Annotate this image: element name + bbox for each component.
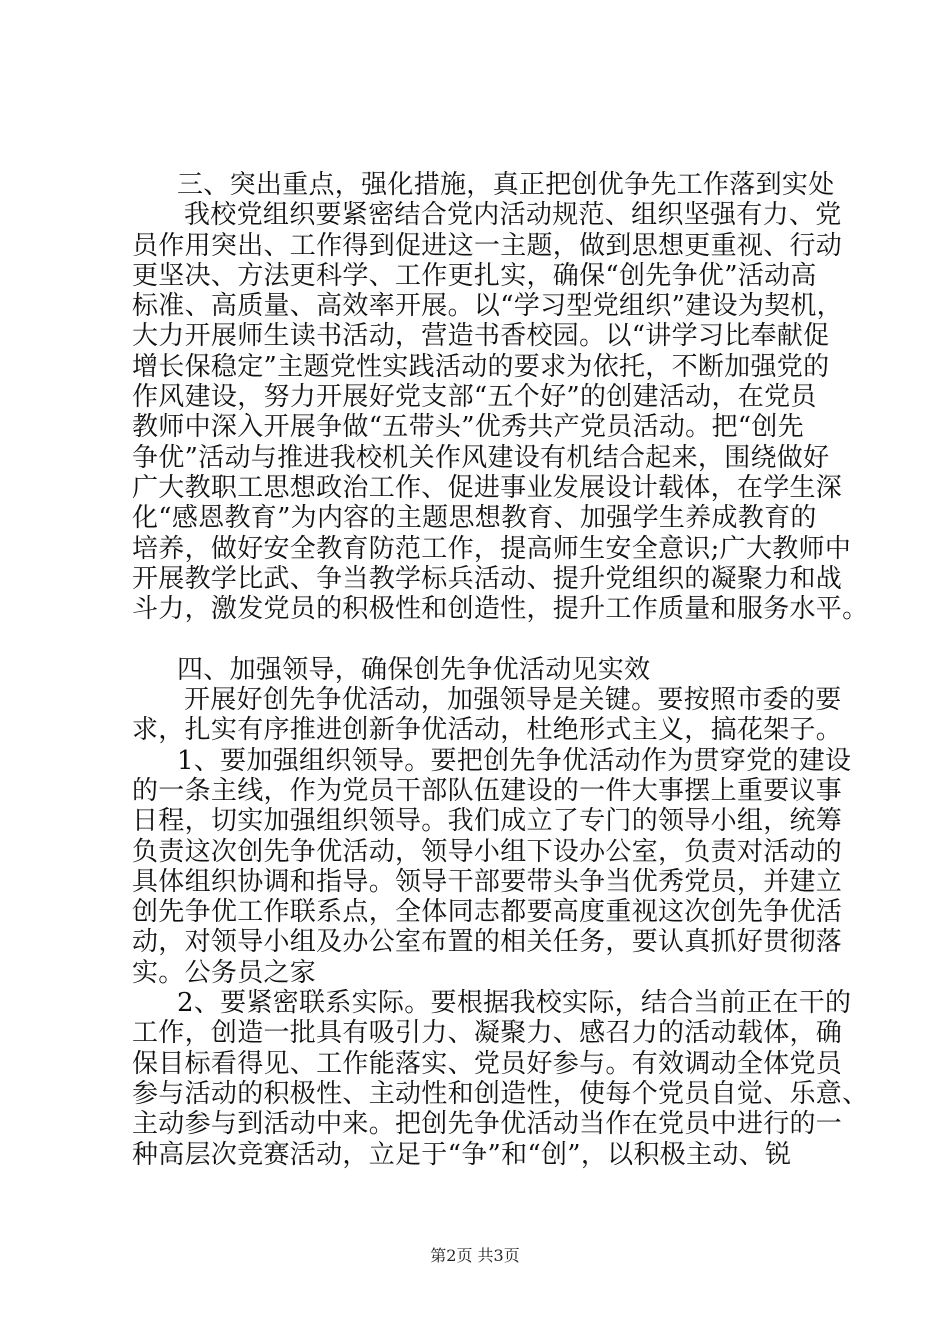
paragraph-line: 的一条主线，作为党员干部队伍建设的一件大事摆上重要议事 <box>132 775 843 806</box>
paragraph-line: 2、要紧密联系实际。要根据我校实际，结合当前正在干的 <box>177 988 852 1019</box>
paragraph-line: 动，对领导小组及办公室布置的相关任务，要认真抓好贯彻落 <box>132 927 843 958</box>
paragraph-line: 求，扎实有序推进创新争优活动，杜绝形式主义，搞花架子。 <box>132 715 843 746</box>
paragraph-line: 具体组织协调和指导。领导干部要带头争当优秀党员，并建立 <box>132 866 843 897</box>
paragraph-line: 实。公务员之家 <box>132 957 317 988</box>
section-3-heading: 三、突出重点，强化措施，真正把创优争先工作落到实处 <box>177 170 835 200</box>
paragraph-line: 负责这次创先争优活动，领导小组下设办公室，负责对活动的 <box>132 836 843 867</box>
paragraph-line: 创先争优工作联系点，全体同志都要高度重视这次创先争优活 <box>132 897 843 928</box>
paragraph-line: 员作用突出、工作得到促进这一主题，做到思想更重视、行动 <box>132 230 843 261</box>
paragraph-line: 开展好创先争优活动，加强领导是关键。要按照市委的要 <box>184 685 842 716</box>
page-number-footer: 第2页 共3页 <box>430 1246 520 1265</box>
paragraph-line: 开展教学比武、争当教学标兵活动、提升党组织的凝聚力和战 <box>132 563 843 594</box>
paragraph-line: 广大教职工思想政治工作、促进事业发展设计载体，在学生深 <box>132 472 843 503</box>
paragraph-line: 主动参与到活动中来。把创先争优活动当作在党员中进行的一 <box>132 1109 843 1140</box>
paragraph-gap <box>132 624 852 654</box>
paragraph-line: 培养，做好安全教育防范工作，提高师生安全意识;广大教师中 <box>132 533 852 564</box>
paragraph-line: 我校党组织要紧密结合党内活动规范、组织坚强有力、党 <box>184 200 842 231</box>
section-4-heading: 四、加强领导，确保创先争优活动见实效 <box>177 654 651 685</box>
paragraph-line: 大力开展师生读书活动，营造书香校园。以“讲学习比奉献促 <box>132 321 830 352</box>
paragraph-line: 作风建设，努力开展好党支部“五个好”的创建活动，在党员 <box>132 382 817 413</box>
paragraph-line: 日程，切实加强组织领导。我们成立了专门的领导小组，统筹 <box>132 806 843 837</box>
paragraph-line: 教师中深入开展争做“五带头”优秀共产党员活动。把“创先 <box>132 412 804 443</box>
paragraph-line: 保目标看得见、工作能落实、党员好参与。有效调动全体党员 <box>132 1048 843 1079</box>
paragraph-line: 化“感恩教育”为内容的主题思想教育、加强学生养成教育的 <box>132 503 817 534</box>
paragraph-line: 增长保稳定”主题党性实践活动的要求为依托，不断加强党的 <box>132 351 830 382</box>
paragraph-line: 工作，创造一批具有吸引力、凝聚力、感召力的活动载体，确 <box>132 1018 843 1049</box>
paragraph-line: 参与活动的积极性、主动性和创造性，使每个党员自觉、乐意、 <box>132 1078 869 1109</box>
paragraph-line: 1、要加强组织领导。要把创先争优活动作为贯穿党的建设 <box>177 745 852 776</box>
paragraph-line: 斗力，激发党员的积极性和创造性，提升工作质量和服务水平。 <box>132 594 869 625</box>
paragraph-line: 标准、高质量、高效率开展。以“学习型党组织”建设为契机， <box>132 291 843 322</box>
paragraph-line: 更坚决、方法更科学、工作更扎实，确保“创先争优”活动高 <box>132 260 817 291</box>
paragraph-line: 种高层次竞赛活动，立足于“争”和“创”，以积极主动、锐 <box>132 1139 792 1170</box>
paragraph-line: 争优”活动与推进我校机关作风建设有机结合起来，围绕做好 <box>132 442 830 473</box>
document-body <box>132 170 869 1170</box>
